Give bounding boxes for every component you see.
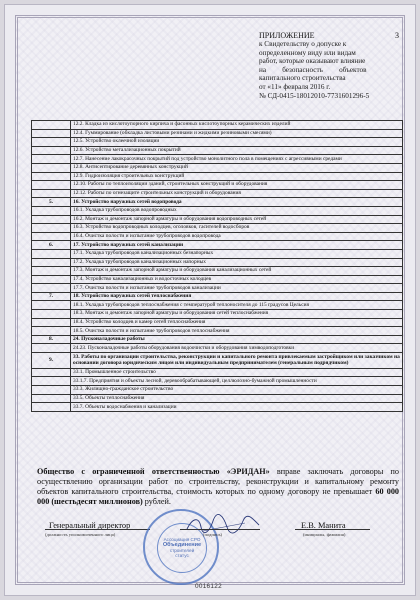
table-row [32, 189, 403, 198]
row-text: 12.10. Работы по теплоизоляции зданий, строительных конструкций и оборудования [71, 181, 403, 190]
row-number: 9. [32, 353, 71, 369]
row-number: 6. [32, 241, 71, 250]
row-number [32, 403, 71, 412]
contract-amount: 60 000 000 (шестьдесят миллионов) [37, 487, 400, 506]
table-row [32, 344, 403, 353]
row-text: 33. Работы по организации строительства, реконструкции и капитального ремонта привлекаемым застройщиком или заказчиком на основании договора юридическим лицом или индивидуальным предпринимателем (генеральным подрядчиком) [71, 353, 403, 369]
row-number [32, 224, 71, 233]
row-text: 33.7. Объекты водоснабжения и канализации [71, 403, 403, 412]
table-row [32, 206, 403, 215]
row-number [32, 310, 71, 319]
row-number [32, 129, 71, 138]
row-text: 12.8. Антисептирование деревянных конструкций [71, 163, 403, 172]
table-row [32, 275, 403, 284]
row-text: 12.7. Нанесение лакокрасочных покрытий под устройство монолитного пола в помещениях с агрессивными средами [71, 155, 403, 164]
row-text: 18.4. Устройство колодцев и камер сетей теплоснабжения [71, 318, 403, 327]
table-row [32, 327, 403, 336]
table-row [32, 163, 403, 172]
works-table [31, 120, 403, 412]
row-text: 16.1. Укладка трубопроводов водопроводных [71, 206, 403, 215]
row-text: 12.6. Устройство металлизационных покрытий [71, 146, 403, 155]
row-number [32, 155, 71, 164]
table-row [32, 224, 403, 233]
table-row [32, 138, 403, 147]
row-number: 5. [32, 198, 71, 207]
table-section-row [32, 335, 403, 344]
row-text: 17.3. Монтаж и демонтаж запорной арматуры и оборудования канализационных сетей [71, 267, 403, 276]
row-text: 24. Пусконаладочные работы [71, 335, 403, 344]
row-number [32, 267, 71, 276]
appendix-title-row [259, 31, 399, 40]
table-row [32, 301, 403, 310]
row-number [32, 368, 71, 377]
row-number: 7. [32, 292, 71, 301]
row-text: 16.2. Монтаж и демонтаж запорной арматуры и оборудования водопроводных сетей [71, 215, 403, 224]
row-text: 16.4. Очистка полости и испытание трубопроводов водопровода [71, 232, 403, 241]
stamp-line: строителей [169, 548, 195, 553]
row-number [32, 181, 71, 190]
stamp-line: Объединение [162, 541, 202, 548]
table-row [32, 155, 403, 164]
table-row [32, 146, 403, 155]
signature-note: (подпись) [203, 532, 223, 537]
table-row [32, 181, 403, 190]
row-number [32, 146, 71, 155]
row-text: 33.1. Промышленное строительство [71, 368, 403, 377]
position-note: (должность уполномоченного лица) [45, 532, 116, 537]
appendix-line: от «11» февраля 2016 г. [259, 82, 331, 91]
position-line [45, 529, 150, 530]
row-number [32, 215, 71, 224]
row-number [32, 249, 71, 258]
row-text: 18. Устройство наружных сетей теплоснабжения [71, 292, 403, 301]
signatory-position: Генеральный директор [49, 521, 131, 530]
row-number [32, 301, 71, 310]
row-text: 16.3. Устройство водопроводных колодцев, оголовков, гасителей водосборов [71, 224, 403, 233]
table-section-row [32, 353, 403, 369]
appendix-line: к Свидетельству о допуске к [259, 40, 347, 48]
row-number [32, 377, 71, 386]
serial-number: 0016122 [195, 583, 222, 590]
appendix-line: работ, которые оказывают влияние [259, 57, 366, 66]
appendix-line: № СД-0415-18012010-7731601296-5 [259, 91, 370, 100]
table-row [32, 258, 403, 267]
row-text: 18.3. Монтаж и демонтаж запорной арматуры и оборудования сетей теплоснабжения [71, 310, 403, 319]
table-row [32, 284, 403, 293]
table-row [32, 318, 403, 327]
row-number [32, 386, 71, 395]
row-text: 17.2. Укладка трубопроводов канализационных напорных [71, 258, 403, 267]
appendix-title: ПРИЛОЖЕНИЕ [259, 31, 315, 40]
row-number [32, 172, 71, 181]
name-note: (инициалы, фамилия) [303, 532, 346, 537]
name-line [295, 529, 370, 530]
row-text: 24.23. Пусконаладочные работы оборудования водоочистки и оборудования химводоподготовки [71, 344, 403, 353]
row-number [32, 275, 71, 284]
table-row [32, 129, 403, 138]
row-number [32, 394, 71, 403]
stamp-line: статус [175, 553, 189, 559]
table-row [32, 121, 403, 130]
row-number [32, 138, 71, 147]
row-number: 8. [32, 335, 71, 344]
table-row [32, 310, 403, 319]
document-page [4, 4, 416, 596]
works-table-body [32, 121, 403, 412]
table-section-row [32, 292, 403, 301]
row-number [32, 163, 71, 172]
table-section-row [32, 198, 403, 207]
handwritten-signature [183, 513, 263, 535]
table-row [32, 267, 403, 276]
table-row [32, 386, 403, 395]
row-text: 17.1. Укладка трубопроводов канализационных безнапорных [71, 249, 403, 258]
table-row [32, 368, 403, 377]
table-row [32, 377, 403, 386]
row-text: 17.4. Устройство канализационных и водосточных колодцев [71, 275, 403, 284]
paragraph-text-end: рублей. [142, 497, 171, 506]
row-text: 33.5. Объекты теплоснабжения [71, 394, 403, 403]
table-row [32, 215, 403, 224]
table-row [32, 232, 403, 241]
row-text: 33.1.7. Предприятия и объекты лесной, деревообрабатывающей, целлюлозно-бумажной промышленности [71, 377, 403, 386]
row-number [32, 121, 71, 130]
row-text: 18.1. Укладка трубопроводов теплоснабжения с температурой теплоносителя до 115 градусов Цельсия [71, 301, 403, 310]
company-name: Общество с ограниченной ответственностью «ЭРИДАН» [37, 467, 270, 476]
row-number [32, 189, 71, 198]
row-text: 18.5. Очистка полости и испытание трубопроводов теплоснабжения [71, 327, 403, 336]
signature-line [180, 529, 260, 530]
permission-paragraph [37, 467, 399, 507]
row-number [32, 206, 71, 215]
row-text: 12.4. Гуммирование (обкладка листовыми резинами и жидкими резиновыми смесями) [71, 129, 403, 138]
appendix-line: определенному виду или видам [259, 48, 356, 57]
row-number [32, 344, 71, 353]
appendix-line: на безопасность объектов [259, 65, 367, 74]
table-row [32, 403, 403, 412]
appendix-line: капитального строительства [259, 74, 346, 83]
appendix-header [259, 31, 399, 100]
table-row [32, 394, 403, 403]
table-row [32, 249, 403, 258]
row-text: 16. Устройство наружных сетей водопровода [71, 198, 403, 207]
table-row [32, 172, 403, 181]
row-number [32, 232, 71, 241]
row-text: 33.3. Жилищно-гражданское строительство [71, 386, 403, 395]
stamp-line: Ассоциация СРО [163, 537, 201, 543]
signatory-name: Е.В. Манита [301, 521, 346, 530]
row-number [32, 327, 71, 336]
row-text: 12.2. Кладка из кислотоупорного кирпича и фасонных кислотоупорных керамических изделий [71, 121, 403, 130]
row-number [32, 284, 71, 293]
row-text: 12.5. Устройство оклеечной изоляции [71, 138, 403, 147]
row-number [32, 258, 71, 267]
row-number [32, 318, 71, 327]
table-section-row [32, 241, 403, 250]
row-text: 12.12. Работы по огнезащите строительных конструкций и оборудования [71, 189, 403, 198]
row-text: 17.7. Очистка полости и испытание трубопроводов канализации [71, 284, 403, 293]
appendix-page-number: 3 [395, 31, 399, 40]
row-text: 17. Устройство наружных сетей канализации [71, 241, 403, 250]
paragraph-text: вправе заключать договоры по осуществлению организации работ по строительству, реконструкции и капитальному ремонту объектов капитального строительства, стоимость которых по одному договору не превышает [37, 467, 399, 496]
row-text: 12.9. Гидроизоляция строительных конструкций [71, 172, 403, 181]
